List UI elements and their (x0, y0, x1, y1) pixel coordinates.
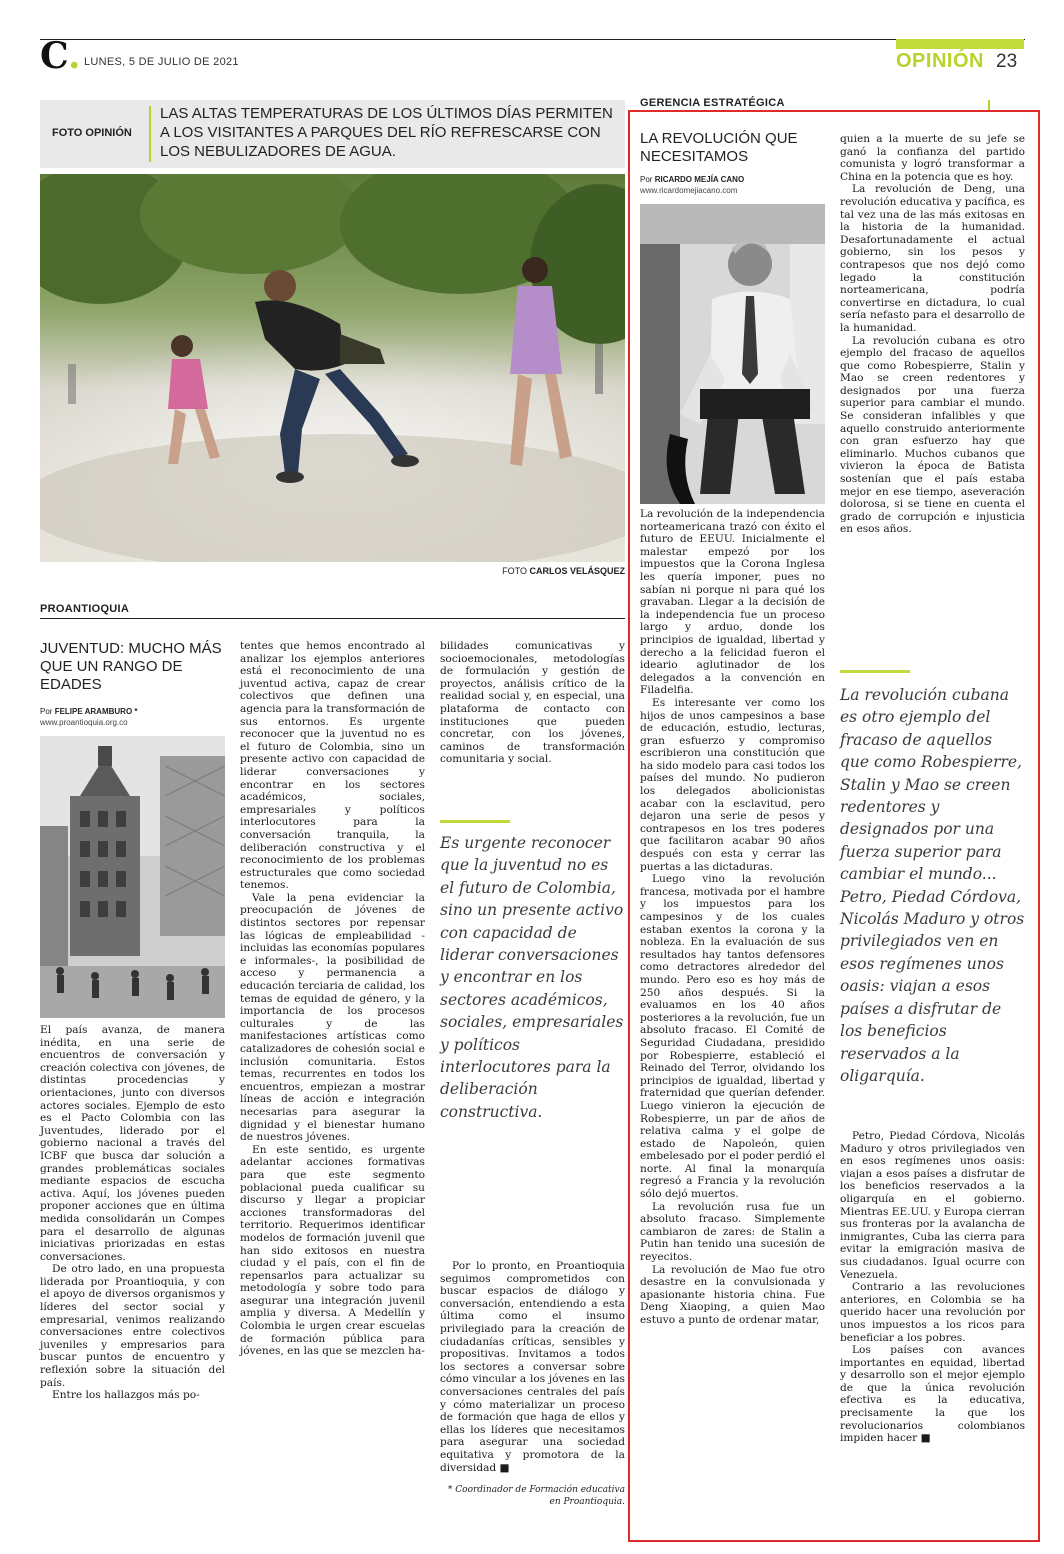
gerencia-accent-mark (988, 100, 990, 110)
paragraph: bilidades comunicativas y socioemocionales, metodologías de formulación y gestión de proyectos, análisis crítico de la realidad social y, en especial, una plataforma de contacto con instituciones que pueden concretar, con los jóvenes, caminos de transformación comunitaria y social. (440, 640, 625, 766)
paragraph: La revolución cubana es otro ejemplo del fracaso de aquellos que como Robespierre, Stalin y Mao se creen redentores y designados por una fuerza superior para cambiar el mundo. Se consideran infalibles y que aquello construido anteriormente con gran esfuerzo hay que eliminarlo. Muchos cubanos que vivieron la época de Batista sostenían que el país estaba mejor en ese tiempo, aseveración dolorosa, si se tiene en cuenta el grado de corrupción e injusticia en esos años. (840, 334, 1025, 536)
proantioquia-column-1 (40, 1024, 225, 1402)
proantioquia-byline: Por FELIPE ARAMBURO * (40, 707, 138, 716)
proantioquia-website: www.proantioquia.org.co (40, 718, 128, 727)
proantioquia-column-3-bottom (440, 1260, 625, 1474)
paragraph: Petro, Piedad Córdova, Nicolás Maduro y otros privilegiados ven en esos regímenes unos oasis: viajan a esos países a disfrutar de los beneficios reservados a la oligarquía en el gobierno. Mientras EE.UU. y Europa cierran sus fronteras por la avalancha de inmigrantes, Cuba las cierra para evitar la emigración masiva de sus ciudadanos. Igual ocurre con Venezuela. (840, 1130, 1025, 1281)
author-portrait-photo (640, 204, 825, 504)
gerencia-kicker: GERENCIA ESTRATÉGICA (640, 97, 785, 109)
paragraph: La revolución de Mao fue otro desastre en la convulsionada y apasionante historia china. Fue Deng Xiaoping, a quien Mao estuvo a punto de ordenar matar, (640, 1263, 825, 1326)
paragraph: Los países con avances importantes en equidad, libertad y desarrollo son el mejor ejemplo de que la única revolución efectiva es la educativa, precisamente la que los revolucionarios colombianos impiden hacer ■ (840, 1344, 1025, 1445)
foto-opinion-separator (149, 106, 151, 162)
park-mist-photo (40, 174, 625, 562)
proantioquia-rule (40, 618, 625, 619)
paragraph: tentes que hemos encontrado al analizar los ejemplos anteriores está el reconocimiento de una juventud activa, capaz de crear colectivos que definen una agencia para la transformación de sus entornos. Es urgente reconocer que la juventud no es el futuro de Colombia, sino un presente activo con capacidad de liderar conversaciones y encontrar en los sectores académicos, sociales, empresariales y políticos interlocutores para la conversación tranquila, la deliberación constructiva y el reconocimiento de los problemas estructurales que como sociedad tenemos. (240, 640, 425, 892)
newspaper-logo: C. (40, 35, 81, 77)
proantioquia-column-3 (440, 640, 625, 766)
pull-quote-bar (840, 670, 910, 673)
page-number: 23 (996, 51, 1018, 72)
paragraph: El país avanza, de manera inédita, en una serie de encuentros de conversación y creación colectiva con jóvenes, de distintas procedencias y orientaciones, junto con diversos actores sociales. Ejemplo de esto es el Pacto Colombia con las Juventudes, liderado por el gobierno nacional a través del ICBF que busca dar solución a grandes problemáticas sociales mediante espacios de escucha activa. Aquí, los jóvenes pueden proponer acciones que en última medida consolidarán un Compes para el desarrollo de algunas iniciativas priorizadas en estas conversaciones. (40, 1024, 225, 1263)
issue-date: LUNES, 5 DE JULIO DE 2021 (84, 56, 239, 68)
proantioquia-headline: JUVENTUD: MUCHO MÁS QUE UN RANGO DE EDADES (40, 640, 222, 693)
gerencia-headline: LA REVOLUCIÓN QUE NECESITAMOS (640, 130, 798, 165)
gerencia-byline: Por RICARDO MEJÍA CANO (640, 175, 745, 184)
paragraph: La revolución de Deng, una revolución educativa y pacífica, es tal vez una de las más exitosas en la historia de la humanidad. Desafortunadamente el actual gobierno, sin los pesos y contrapesos que nos dejó como legado la constitución norteamericana, podría convertirse en dictadura, lo cual sería nefasto para el desarrollo de la humanidad. (840, 183, 1025, 334)
paragraph: quien a la muerte de su jefe se ganó la confianza del partido comunista y logró transformar a China en la potencia que es hoy. (840, 133, 1025, 183)
paragraph: Luego vino la revolución francesa, motivada por el hambre y los impuestos para los campesinos y de los cuales estaban exentos la corona y la nobleza. En la evaluación de sus resultados hay tantos defensores como detractores alrededor del mundo. Pero eso es hoy más de 250 años después. Si la evaluamos en los 40 años posteriores a la revolución, fue un absoluto fracaso. El Comité de Seguridad Ciudadana, presidido por Robespierre, estableció el Reinado del Terror, olvidando los principios de igualdad, libertad y fraternidad que querían defender. Luego vinieron la ejecución de Robespierre, un par de años de relativa calma y el golpe de estado de Napoleón, quien embelesado por el poder perdió el norte. Al final la monarquía regresó a Francia y la revolución sólo dejó muertos. (640, 873, 825, 1201)
paragraph: La revolución de la independencia norteamericana trazó con éxito el futuro de EEUU. Inicialmente el malestar empezó por los impuestos que la Corona Inglesa les quería imponer, pues no sabían ni porque ni para qué los gravaban. Llegar a la decisión de la independencia fue un proceso largo y arduo, donde los principios de igualdad, libertad y derecho a la felicidad fueron el ideario aglutinador de los delegados a la convención en Filadelfia. (640, 508, 825, 697)
gerencia-website: www.ricardomejiacano.com (640, 186, 738, 195)
header-rule (40, 39, 1025, 40)
foto-opinion-caption: LAS ALTAS TEMPERATURAS DE LOS ÚLTIMOS DÍAS PERMITEN A LOS VISITANTES A PARQUES DEL RÍO REFRESCARSE CON LOS NEBULIZADORES DE AGUA. (160, 105, 613, 160)
paragraph: Es interesante ver como los hijos de unos campesinos a base de educación, estudio, lecturas, gran esfuerzo y compromiso escribieron una constitución que ha sido modelo para casi todos los países del mundo. No pudieron los delegados abolicionistas acabar con la esclavitud, pero dejaron una serie de pesos y contrapesos en los tres poderes que facilitaron acabar 90 años después con esta y cerrar las puertas a las dictaduras. (640, 696, 825, 873)
paragraph: Por lo pronto, en Proantioquia seguimos comprometidos con buscar espacios de diálogo y conversación, entendiendo a esta última como el insumo privilegiado para la creación de ciudadanías críticas, sensibles y propositivas. Invitamos a todos los sectores a conversar sobre cómo vincular a los jóvenes en las conversaciones centrales del país y cómo materializar un proceso de formación que haga de ellos y ellas los líderes que necesitamos para asegurar una sociedad equitativa y promotora de la diversidad ■ (440, 1260, 625, 1474)
city-street-photo (40, 736, 225, 1018)
section-name: OPINIÓN (896, 50, 984, 72)
proantioquia-kicker: PROANTIOQUIA (40, 603, 130, 615)
section-accent-bar (896, 39, 1024, 49)
gerencia-pull-quote: La revolución cubana es otro ejemplo del fracaso de aquellos que como Robespierre, Stalin y Mao se creen redentores y designados por una fuerza superior para cambiar el mundo... Petro, Piedad Córdova, Nicolás Maduro y otros privilegiados ven en esos regímenes unos oasis: viajan a esos países a disfrutar de los beneficios reservados a la oligarquía. (840, 686, 1025, 1085)
proantioquia-pull-quote: Es urgente reconocer que la juventud no es el futuro de Colombia, sino un presente activo con capacidad de liderar conversaciones y encontrar en los sectores académicos, sociales, empresariales y políticos interlocutores para la deliberación constructiva. (440, 834, 624, 1121)
paragraph: La revolución rusa fue un absoluto fracaso. Simplemente cambiaron de zares: de Stalin a Putin han tenido una sucesión de reyecitos. (640, 1200, 825, 1264)
paragraph: En este sentido, es urgente adelantar acciones formativas para que este segmento poblacional pueda cualificar su discurso y llegar a propiciar acciones transformadoras del territorio. Requerimos identificar modelos de formación juvenil que han sido exitosos en nuestra ciudad y el país, con el fin de repensarlos para actualizar su metodología y sobre todo para asegurar una integración juvenil amplia y diversa. A Medellín y Colombia le urgen crear escuelas de formación pública para jóvenes, en las que se mezclen ha- (240, 1143, 425, 1358)
gerencia-column-2 (840, 133, 1025, 536)
paragraph: De otro lado, en una propuesta liderada por Proantioquia, y con el apoyo de diversos organismos y líderes del sector social y empresarial, venimos realizando conversaciones entre colectivos juveniles y empresarios para buscar puntos de encuentro y reflexión sobre la situación del país. (40, 1263, 225, 1389)
paragraph: Entre los hallazgos más po- (52, 1389, 200, 1402)
gerencia-column-1 (640, 508, 825, 1327)
pull-quote-bar (440, 820, 510, 823)
paragraph: Contrario a las revoluciones anteriores, en Colombia se ha querido hacer una revolución por unos impuestos a los ricos para beneficiar a los pobres. (840, 1281, 1025, 1344)
photo-credit: FOTO CARLOS VELÁSQUEZ (502, 566, 625, 576)
gerencia-column-2-bottom (840, 1130, 1025, 1445)
foto-opinion-label: FOTO OPINIÓN (52, 127, 132, 139)
paragraph: Vale la pena evidenciar la preocupación de jóvenes de distintos sectores por repensar las lógicas de empleabilidad -incluidas las economías populares e informales-, la posibilidad de acceso y permanencia a educación terciaria de calidad, los temas de equidad de género, y la importancia de los procesos culturales y de las manifestaciones artísticas como catalizadores de cohesión social e inclusión comunitaria. Estos temas, recurrentes en todos los encuentros, empiezan a mostrar líneas de acción e integración necesarias para asegurar la dignidad y el bienestar humano de nuestros jóvenes. (240, 891, 425, 1144)
proantioquia-footnote: * Coordinador de Formación educativa en Proantioquia. (447, 1485, 625, 1507)
proantioquia-column-2 (240, 640, 425, 1358)
